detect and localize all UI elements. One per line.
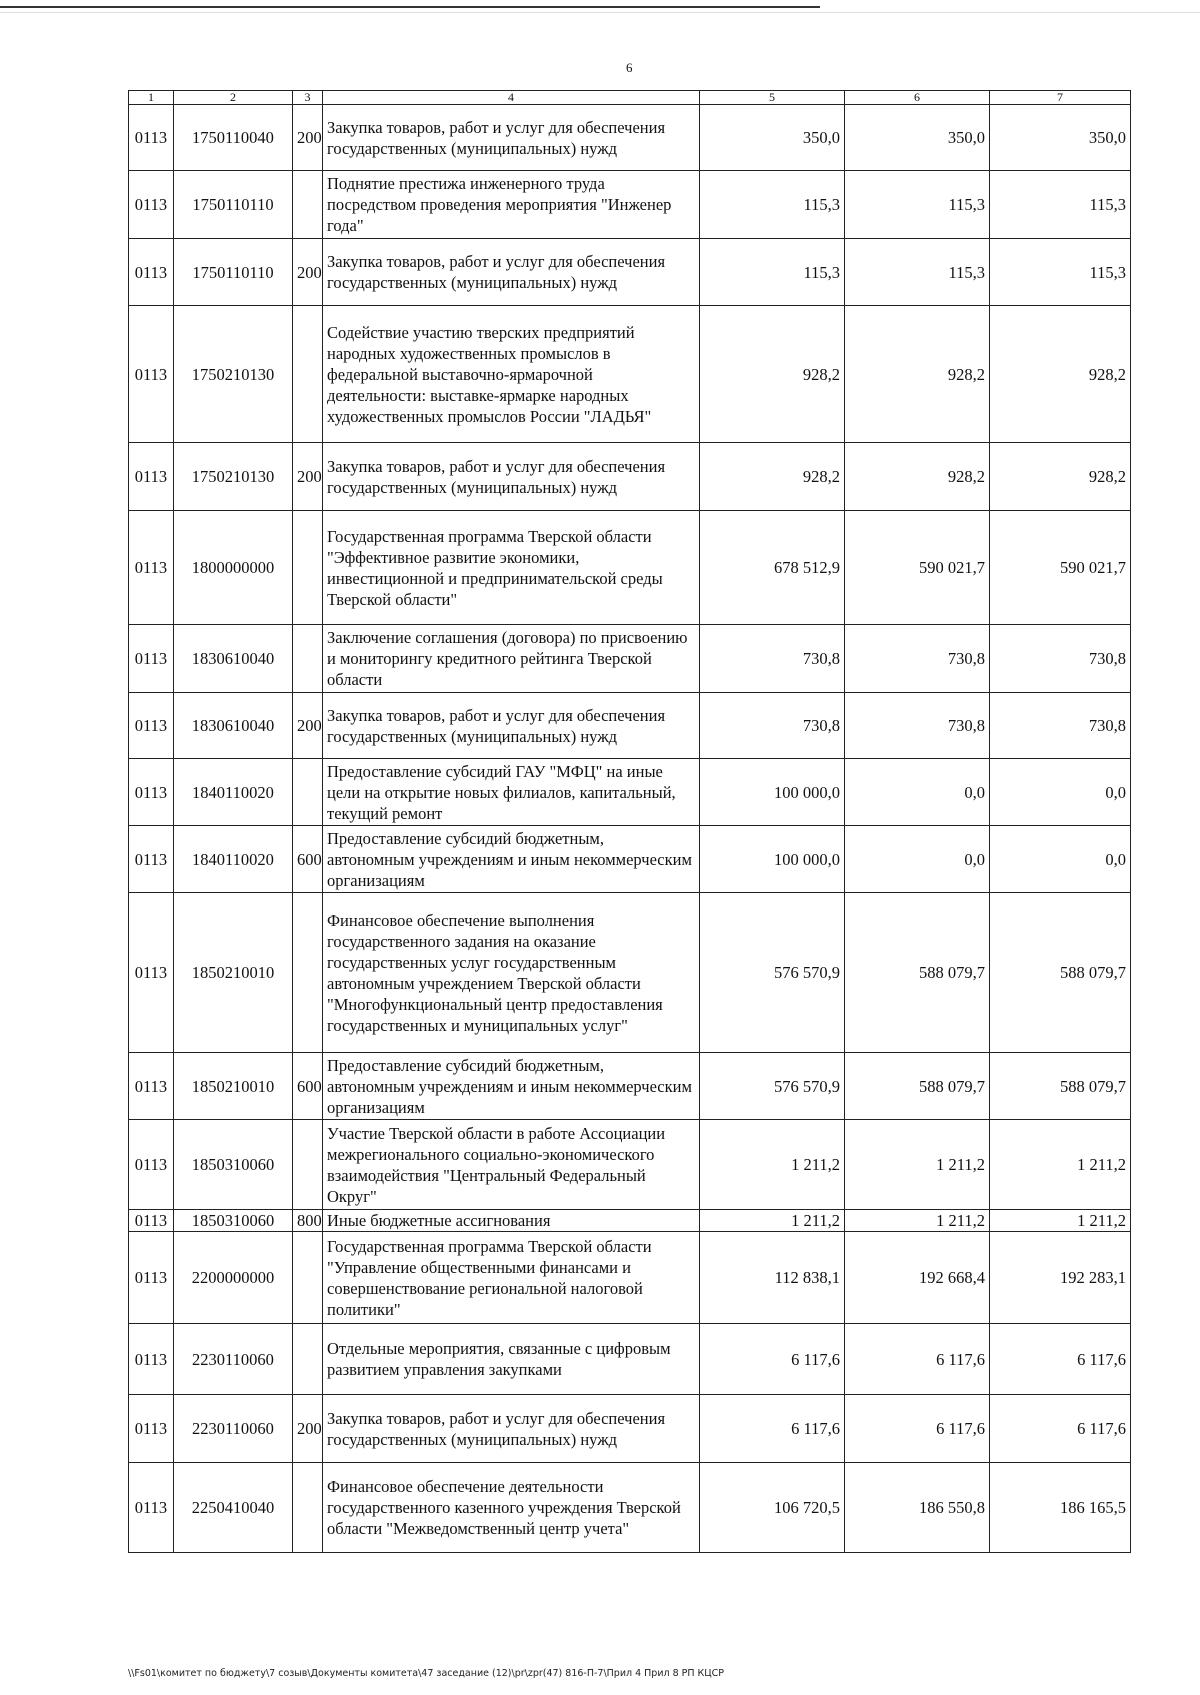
- amount-year-1: 106 720,5: [700, 1463, 845, 1553]
- amount-year-3: 6 117,6: [990, 1395, 1131, 1463]
- target-article: 2230110060: [174, 1324, 293, 1395]
- amount-year-1: 928,2: [700, 306, 845, 443]
- target-article: 2230110060: [174, 1395, 293, 1463]
- amount-year-1: 112 838,1: [700, 1232, 845, 1324]
- amount-year-1: 350,0: [700, 105, 845, 171]
- amount-year-2: 928,2: [845, 306, 990, 443]
- section-code: 0113: [129, 306, 174, 443]
- item-name: Предоставление субсидий ГАУ "МФЦ" на иные цели на открытие новых филиалов, капитальный, текущий ремонт: [323, 759, 700, 826]
- column-header-4: 4: [323, 91, 700, 105]
- table-row: [129, 625, 1131, 693]
- amount-year-1: 730,8: [700, 693, 845, 759]
- section-code: 0113: [129, 1120, 174, 1210]
- table-row: [129, 1120, 1131, 1210]
- target-article: 1750110040: [174, 105, 293, 171]
- amount-year-1: 730,8: [700, 625, 845, 693]
- expense-type: 600: [293, 826, 323, 893]
- column-header-3: 3: [293, 91, 323, 105]
- amount-year-3: 590 021,7: [990, 511, 1131, 625]
- item-name: Закупка товаров, работ и услуг для обеспечения государственных (муниципальных) нужд: [323, 1395, 700, 1463]
- expense-type: [293, 1463, 323, 1553]
- item-name: Государственная программа Тверской области "Управление общественными финансами и совершенствование региональной налоговой политики": [323, 1232, 700, 1324]
- amount-year-2: 350,0: [845, 105, 990, 171]
- item-name: Закупка товаров, работ и услуг для обеспечения государственных (муниципальных) нужд: [323, 105, 700, 171]
- amount-year-2: 0,0: [845, 759, 990, 826]
- amount-year-3: 0,0: [990, 826, 1131, 893]
- amount-year-3: 192 283,1: [990, 1232, 1131, 1324]
- table-row: [129, 443, 1131, 511]
- amount-year-1: 115,3: [700, 171, 845, 239]
- expense-type: [293, 1120, 323, 1210]
- amount-year-1: 6 117,6: [700, 1324, 845, 1395]
- item-name: Государственная программа Тверской области "Эффективное развитие экономики, инвестиционной и предпринимательской среды Тверской области": [323, 511, 700, 625]
- page-number: 6: [626, 60, 633, 75]
- item-name: Заключение соглашения (договора) по присвоению и мониторингу кредитного рейтинга Тверской области: [323, 625, 700, 693]
- expense-type: [293, 306, 323, 443]
- amount-year-3: 6 117,6: [990, 1324, 1131, 1395]
- amount-year-3: 928,2: [990, 306, 1131, 443]
- amount-year-3: 115,3: [990, 239, 1131, 306]
- section-code: 0113: [129, 1053, 174, 1120]
- expense-type: 200: [293, 443, 323, 511]
- item-name: Поднятие престижа инженерного труда посредством проведения мероприятия "Инженер года": [323, 171, 700, 239]
- amount-year-3: 115,3: [990, 171, 1131, 239]
- table-row: [129, 1395, 1131, 1463]
- target-article: 1800000000: [174, 511, 293, 625]
- expense-type: 200: [293, 239, 323, 306]
- table-row: [129, 1463, 1131, 1553]
- column-header-1: 1: [129, 91, 174, 105]
- table-row: [129, 171, 1131, 239]
- item-name: Закупка товаров, работ и услуг для обеспечения государственных (муниципальных) нужд: [323, 443, 700, 511]
- column-header-6: 6: [845, 91, 990, 105]
- table-row: [129, 1232, 1131, 1324]
- section-code: 0113: [129, 171, 174, 239]
- section-code: 0113: [129, 443, 174, 511]
- expense-type: [293, 625, 323, 693]
- expense-type: 800: [293, 1210, 323, 1232]
- table-row: [129, 693, 1131, 759]
- item-name: Закупка товаров, работ и услуг для обеспечения государственных (муниципальных) нужд: [323, 239, 700, 306]
- expense-type: [293, 759, 323, 826]
- section-code: 0113: [129, 893, 174, 1053]
- table-row: [129, 826, 1131, 893]
- table-row: [129, 893, 1131, 1053]
- item-name: Отдельные мероприятия, связанные с цифровым развитием управления закупками: [323, 1324, 700, 1395]
- amount-year-2: 0,0: [845, 826, 990, 893]
- target-article: 1750110110: [174, 239, 293, 306]
- amount-year-3: 588 079,7: [990, 893, 1131, 1053]
- amount-year-1: 100 000,0: [700, 759, 845, 826]
- section-code: 0113: [129, 759, 174, 826]
- amount-year-2: 192 668,4: [845, 1232, 990, 1324]
- section-code: 0113: [129, 826, 174, 893]
- expense-type: 200: [293, 693, 323, 759]
- amount-year-2: 590 021,7: [845, 511, 990, 625]
- expense-type: [293, 1324, 323, 1395]
- section-code: 0113: [129, 1463, 174, 1553]
- amount-year-2: 115,3: [845, 171, 990, 239]
- table-row: [129, 306, 1131, 443]
- table-row: [129, 759, 1131, 826]
- target-article: 1850210010: [174, 893, 293, 1053]
- item-name: Закупка товаров, работ и услуг для обеспечения государственных (муниципальных) нужд: [323, 693, 700, 759]
- expense-type: [293, 171, 323, 239]
- target-article: 1750110110: [174, 171, 293, 239]
- amount-year-1: 1 211,2: [700, 1120, 845, 1210]
- amount-year-3: 730,8: [990, 693, 1131, 759]
- amount-year-2: 730,8: [845, 693, 990, 759]
- amount-year-3: 730,8: [990, 625, 1131, 693]
- amount-year-2: 928,2: [845, 443, 990, 511]
- amount-year-2: 186 550,8: [845, 1463, 990, 1553]
- table-row: [129, 511, 1131, 625]
- item-name: Финансовое обеспечение выполнения государственного задания на оказание государственных услуг государственным автономным учреждением Тверской области "Многофункциональный центр предоставления государственных и муниципальных услуг": [323, 893, 700, 1053]
- item-name: Содействие участию тверских предприятий народных художественных промыслов в федеральной выставочно-ярмарочной деятельности: выставке-ярмарке народных художественных промыслов России "ЛАДЬЯ": [323, 306, 700, 443]
- target-article: 1850210010: [174, 1053, 293, 1120]
- amount-year-3: 928,2: [990, 443, 1131, 511]
- amount-year-1: 1 211,2: [700, 1210, 845, 1232]
- target-article: 2250410040: [174, 1463, 293, 1553]
- amount-year-2: 730,8: [845, 625, 990, 693]
- target-article: 1850310060: [174, 1210, 293, 1232]
- amount-year-3: 1 211,2: [990, 1210, 1131, 1232]
- amount-year-2: 115,3: [845, 239, 990, 306]
- target-article: 1830610040: [174, 693, 293, 759]
- amount-year-1: 576 570,9: [700, 1053, 845, 1120]
- amount-year-2: 6 117,6: [845, 1395, 990, 1463]
- amount-year-2: 588 079,7: [845, 893, 990, 1053]
- target-article: 1840110020: [174, 826, 293, 893]
- amount-year-3: 186 165,5: [990, 1463, 1131, 1553]
- amount-year-1: 6 117,6: [700, 1395, 845, 1463]
- expense-type: [293, 511, 323, 625]
- section-code: 0113: [129, 693, 174, 759]
- amount-year-1: 100 000,0: [700, 826, 845, 893]
- item-name: Финансовое обеспечение деятельности государственного казенного учреждения Тверской области "Межведомственный центр учета": [323, 1463, 700, 1553]
- section-code: 0113: [129, 1324, 174, 1395]
- expense-type: [293, 1232, 323, 1324]
- amount-year-3: 1 211,2: [990, 1120, 1131, 1210]
- item-name: Участие Тверской области в работе Ассоциации межрегионального социально-экономического взаимодействия "Центральный Федеральный Округ": [323, 1120, 700, 1210]
- column-header-2: 2: [174, 91, 293, 105]
- section-code: 0113: [129, 1395, 174, 1463]
- amount-year-1: 678 512,9: [700, 511, 845, 625]
- section-code: 0113: [129, 105, 174, 171]
- table-row: [129, 1210, 1131, 1232]
- expense-type: [293, 893, 323, 1053]
- expense-type: 600: [293, 1053, 323, 1120]
- target-article: 1850310060: [174, 1120, 293, 1210]
- target-article: 1840110020: [174, 759, 293, 826]
- section-code: 0113: [129, 511, 174, 625]
- amount-year-1: 115,3: [700, 239, 845, 306]
- amount-year-3: 350,0: [990, 105, 1131, 171]
- item-name: Иные бюджетные ассигнования: [323, 1210, 700, 1232]
- amount-year-3: 0,0: [990, 759, 1131, 826]
- section-code: 0113: [129, 1210, 174, 1232]
- table-row: [129, 1324, 1131, 1395]
- expense-type: 200: [293, 105, 323, 171]
- amount-year-1: 576 570,9: [700, 893, 845, 1053]
- amount-year-2: 1 211,2: [845, 1210, 990, 1232]
- item-name: Предоставление субсидий бюджетным, автономным учреждениям и иным некоммерческим организациям: [323, 1053, 700, 1120]
- table-row: [129, 105, 1131, 171]
- amount-year-2: 588 079,7: [845, 1053, 990, 1120]
- amount-year-3: 588 079,7: [990, 1053, 1131, 1120]
- amount-year-1: 928,2: [700, 443, 845, 511]
- scan-top-border: [0, 6, 820, 8]
- section-code: 0113: [129, 239, 174, 306]
- column-number-row: [129, 91, 1131, 105]
- amount-year-2: 6 117,6: [845, 1324, 990, 1395]
- section-code: 0113: [129, 1232, 174, 1324]
- table-row: [129, 1053, 1131, 1120]
- scan-top-border-light: [0, 12, 1200, 13]
- amount-year-2: 1 211,2: [845, 1120, 990, 1210]
- target-article: 2200000000: [174, 1232, 293, 1324]
- item-name: Предоставление субсидий бюджетным, автономным учреждениям и иным некоммерческим организациям: [323, 826, 700, 893]
- target-article: 1750210130: [174, 306, 293, 443]
- expense-type: 200: [293, 1395, 323, 1463]
- target-article: 1830610040: [174, 625, 293, 693]
- target-article: 1750210130: [174, 443, 293, 511]
- table-row: [129, 239, 1131, 306]
- column-header-7: 7: [990, 91, 1131, 105]
- column-header-5: 5: [700, 91, 845, 105]
- budget-table: [128, 90, 1131, 1553]
- section-code: 0113: [129, 625, 174, 693]
- file-path-footer: \\Fs01\комитет по бюджету\7 созыв\Документы комитета\47 заседание (12)\pr\zpr(47) 816-П-7\Прил 4 Прил 8 РП КЦСР: [128, 1668, 725, 1679]
